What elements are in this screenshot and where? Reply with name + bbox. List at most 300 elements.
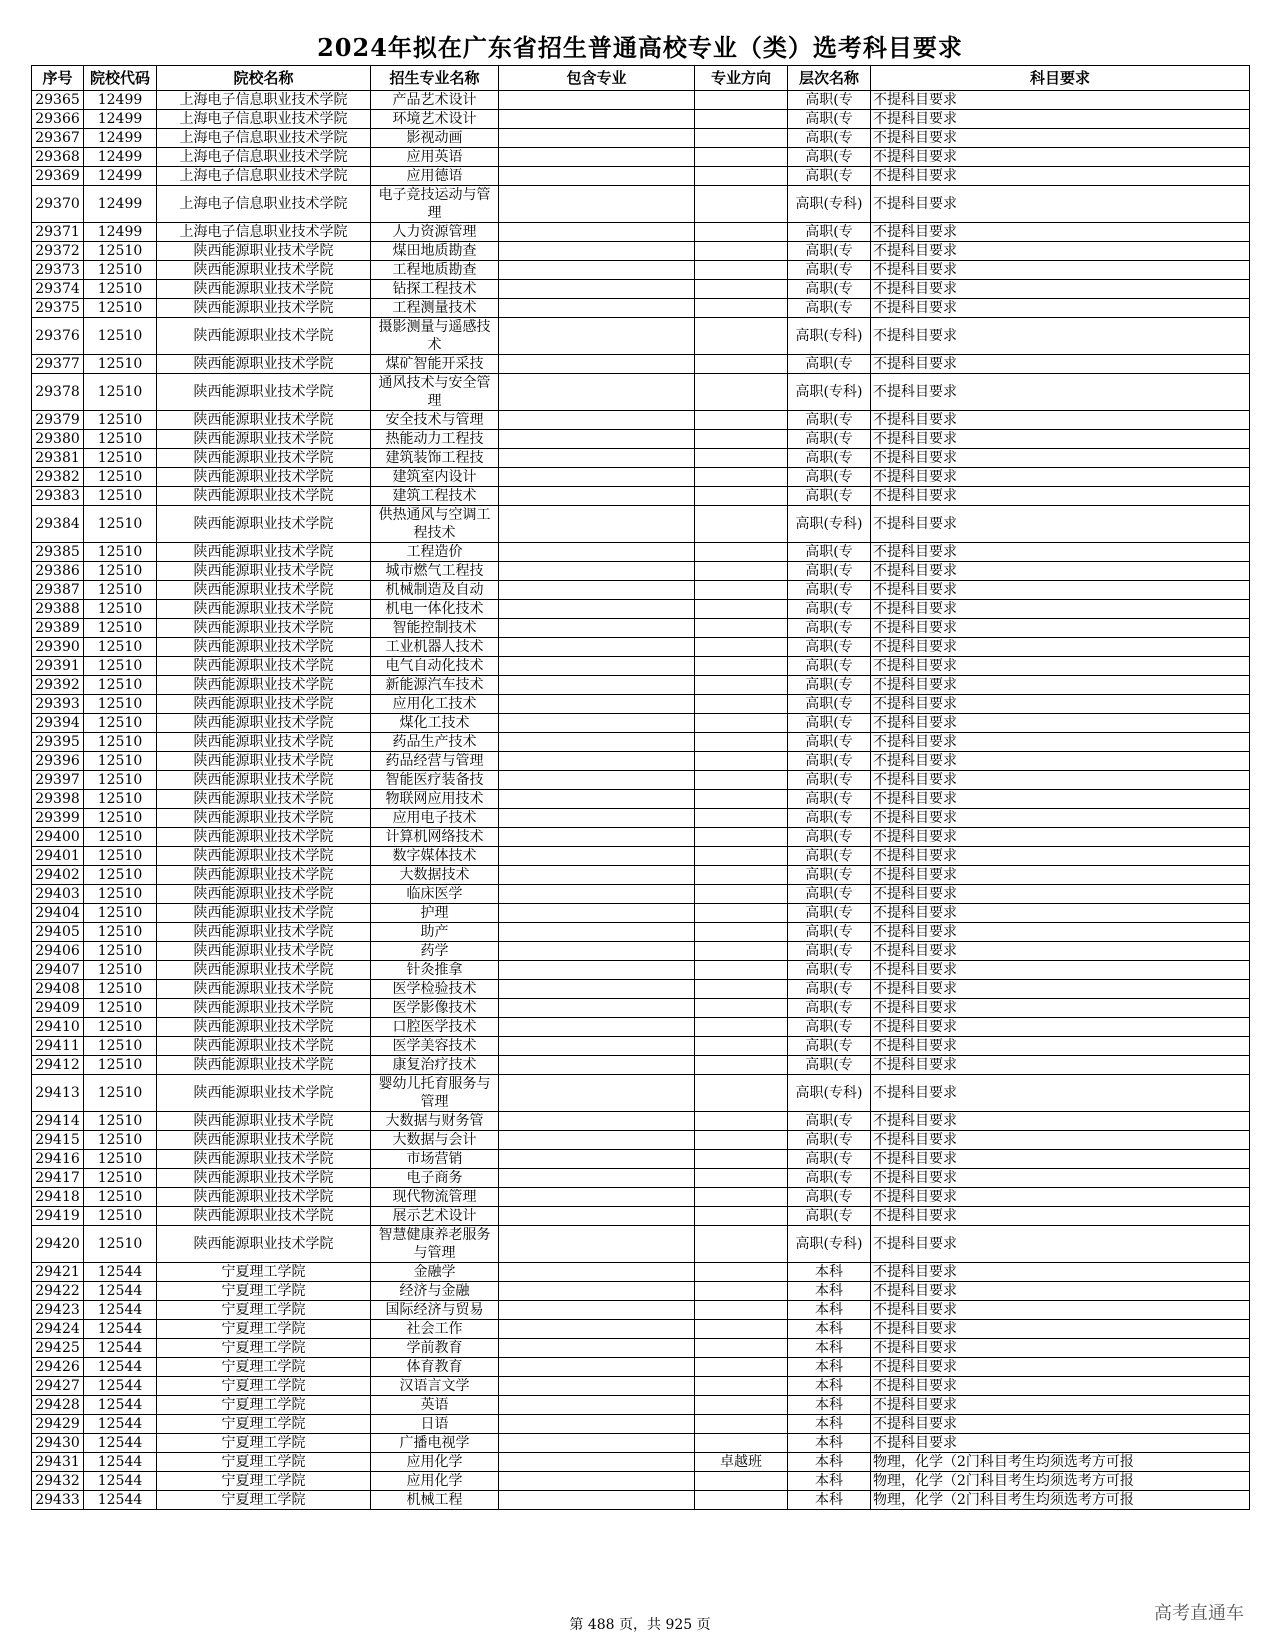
cell-index: 29367 [32, 129, 84, 148]
cell-school-code: 12510 [84, 318, 157, 355]
cell-included-majors [499, 1150, 695, 1169]
cell-level: 高职(专 [788, 923, 871, 942]
cell-direction [695, 1301, 788, 1320]
cell-index: 29422 [32, 1282, 84, 1301]
table-row [32, 714, 1250, 733]
cell-school-name: 陕西能源职业技术学院 [157, 638, 371, 657]
cell-included-majors [499, 374, 695, 411]
cell-included-majors [499, 1037, 695, 1056]
cell-major-name: 应用化学 [371, 1472, 499, 1491]
cell-major-name: 通风技术与安全管理 [371, 374, 499, 411]
table-row [32, 1301, 1250, 1320]
cell-school-code: 12499 [84, 129, 157, 148]
cell-direction [695, 1263, 788, 1282]
col-header-major-name: 招生专业名称 [371, 66, 499, 91]
table-row [32, 619, 1250, 638]
cell-direction [695, 468, 788, 487]
cell-index: 29412 [32, 1056, 84, 1075]
cell-index: 29414 [32, 1112, 84, 1131]
cell-index: 29390 [32, 638, 84, 657]
cell-index: 29406 [32, 942, 84, 961]
cell-index: 29428 [32, 1396, 84, 1415]
cell-school-name: 陕西能源职业技术学院 [157, 562, 371, 581]
cell-level: 高职(专 [788, 885, 871, 904]
cell-major-name: 煤矿智能开采技 [371, 355, 499, 374]
page-footer: 第 488 页，共 925 页 [569, 1617, 711, 1633]
cell-level: 高职(专 [788, 91, 871, 110]
cell-school-code: 12510 [84, 828, 157, 847]
cell-subject-requirement: 不提科目要求 [871, 1131, 1250, 1150]
cell-included-majors [499, 942, 695, 961]
cell-index: 29416 [32, 1150, 84, 1169]
cell-level: 高职(专 [788, 657, 871, 676]
table-row [32, 581, 1250, 600]
cell-school-code: 12510 [84, 980, 157, 999]
cell-school-name: 宁夏理工学院 [157, 1415, 371, 1434]
cell-subject-requirement: 不提科目要求 [871, 1358, 1250, 1377]
cell-major-name: 临床医学 [371, 885, 499, 904]
cell-subject-requirement: 不提科目要求 [871, 110, 1250, 129]
cell-subject-requirement: 不提科目要求 [871, 600, 1250, 619]
cell-major-name: 机械工程 [371, 1491, 499, 1510]
cell-school-code: 12510 [84, 543, 157, 562]
cell-major-name: 广播电视学 [371, 1434, 499, 1453]
cell-level: 高职(专科) [788, 1075, 871, 1112]
cell-level: 高职(专科) [788, 374, 871, 411]
cell-direction [695, 714, 788, 733]
cell-subject-requirement: 不提科目要求 [871, 790, 1250, 809]
table-row [32, 280, 1250, 299]
cell-school-name: 陕西能源职业技术学院 [157, 714, 371, 733]
cell-school-code: 12499 [84, 223, 157, 242]
cell-school-code: 12510 [84, 562, 157, 581]
table-row [32, 1396, 1250, 1415]
cell-subject-requirement: 不提科目要求 [871, 1056, 1250, 1075]
cell-school-name: 陕西能源职业技术学院 [157, 411, 371, 430]
cell-subject-requirement: 不提科目要求 [871, 1396, 1250, 1415]
cell-index: 29417 [32, 1169, 84, 1188]
cell-direction [695, 186, 788, 223]
cell-included-majors [499, 980, 695, 999]
cell-direction [695, 1320, 788, 1339]
table-row [32, 942, 1250, 961]
cell-index: 29366 [32, 110, 84, 129]
cell-school-code: 12510 [84, 999, 157, 1018]
cell-direction [695, 771, 788, 790]
cell-index: 29380 [32, 430, 84, 449]
cell-subject-requirement: 不提科目要求 [871, 1018, 1250, 1037]
cell-subject-requirement: 不提科目要求 [871, 1188, 1250, 1207]
cell-included-majors [499, 449, 695, 468]
table-row [32, 847, 1250, 866]
cell-school-name: 陕西能源职业技术学院 [157, 961, 371, 980]
cell-subject-requirement: 不提科目要求 [871, 1226, 1250, 1263]
table-row [32, 1282, 1250, 1301]
cell-school-code: 12510 [84, 449, 157, 468]
cell-level: 本科 [788, 1396, 871, 1415]
cell-school-name: 陕西能源职业技术学院 [157, 999, 371, 1018]
cell-index: 29382 [32, 468, 84, 487]
cell-major-name: 现代物流管理 [371, 1188, 499, 1207]
cell-index: 29371 [32, 223, 84, 242]
cell-subject-requirement: 不提科目要求 [871, 619, 1250, 638]
cell-level: 高职(专 [788, 242, 871, 261]
cell-index: 29413 [32, 1075, 84, 1112]
cell-school-code: 12510 [84, 695, 157, 714]
table-row [32, 828, 1250, 847]
cell-direction [695, 847, 788, 866]
cell-subject-requirement: 不提科目要求 [871, 1282, 1250, 1301]
cell-index: 29393 [32, 695, 84, 714]
cell-index: 29401 [32, 847, 84, 866]
cell-direction [695, 1112, 788, 1131]
cell-major-name: 国际经济与贸易 [371, 1301, 499, 1320]
cell-included-majors [499, 430, 695, 449]
table-row [32, 1131, 1250, 1150]
table-row [32, 885, 1250, 904]
cell-school-code: 12510 [84, 1075, 157, 1112]
cell-direction [695, 1131, 788, 1150]
cell-major-name: 应用英语 [371, 148, 499, 167]
cell-direction [695, 449, 788, 468]
cell-subject-requirement: 不提科目要求 [871, 449, 1250, 468]
cell-major-name: 医学影像技术 [371, 999, 499, 1018]
table-row [32, 318, 1250, 355]
cell-subject-requirement: 不提科目要求 [871, 809, 1250, 828]
cell-major-name: 大数据与财务管 [371, 1112, 499, 1131]
table-row [32, 1169, 1250, 1188]
cell-index: 29388 [32, 600, 84, 619]
cell-subject-requirement: 不提科目要求 [871, 866, 1250, 885]
cell-major-name: 工程造价 [371, 543, 499, 562]
cell-level: 高职(专 [788, 223, 871, 242]
cell-major-name: 新能源汽车技术 [371, 676, 499, 695]
cell-index: 29375 [32, 299, 84, 318]
cell-included-majors [499, 638, 695, 657]
cell-direction [695, 619, 788, 638]
cell-subject-requirement: 不提科目要求 [871, 942, 1250, 961]
cell-subject-requirement: 不提科目要求 [871, 374, 1250, 411]
cell-major-name: 钻探工程技术 [371, 280, 499, 299]
cell-level: 高职(专 [788, 261, 871, 280]
table-row [32, 242, 1250, 261]
cell-included-majors [499, 1358, 695, 1377]
cell-level: 高职(专 [788, 771, 871, 790]
cell-level: 高职(专 [788, 752, 871, 771]
cell-major-name: 应用德语 [371, 167, 499, 186]
cell-direction [695, 828, 788, 847]
cell-subject-requirement: 不提科目要求 [871, 999, 1250, 1018]
cell-index: 29392 [32, 676, 84, 695]
cell-subject-requirement: 不提科目要求 [871, 771, 1250, 790]
cell-level: 高职(专 [788, 1112, 871, 1131]
cell-level: 高职(专 [788, 110, 871, 129]
cell-index: 29397 [32, 771, 84, 790]
cell-school-code: 12510 [84, 430, 157, 449]
cell-school-code: 12544 [84, 1358, 157, 1377]
cell-level: 高职(专 [788, 961, 871, 980]
cell-major-name: 环境艺术设计 [371, 110, 499, 129]
cell-school-code: 12544 [84, 1396, 157, 1415]
cell-school-code: 12510 [84, 374, 157, 411]
cell-school-code: 12510 [84, 885, 157, 904]
cell-subject-requirement: 不提科目要求 [871, 657, 1250, 676]
cell-included-majors [499, 1018, 695, 1037]
cell-school-code: 12510 [84, 1150, 157, 1169]
cell-major-name: 供热通风与空调工程技术 [371, 506, 499, 543]
page-title: 2024年拟在广东省招生普通高校专业（类）选考科目要求 [317, 33, 963, 62]
cell-school-code: 12544 [84, 1320, 157, 1339]
cell-index: 29424 [32, 1320, 84, 1339]
cell-school-name: 宁夏理工学院 [157, 1377, 371, 1396]
cell-index: 29391 [32, 657, 84, 676]
table-row [32, 638, 1250, 657]
cell-direction [695, 809, 788, 828]
cell-level: 高职(专 [788, 790, 871, 809]
cell-level: 高职(专 [788, 1037, 871, 1056]
col-header-level: 层次名称 [788, 66, 871, 91]
cell-subject-requirement: 不提科目要求 [871, 355, 1250, 374]
table-row [32, 261, 1250, 280]
table-row [32, 809, 1250, 828]
cell-major-name: 影视动画 [371, 129, 499, 148]
cell-school-name: 陕西能源职业技术学院 [157, 261, 371, 280]
cell-school-code: 12544 [84, 1263, 157, 1282]
cell-direction [695, 280, 788, 299]
cell-level: 高职(专 [788, 600, 871, 619]
cell-school-name: 陕西能源职业技术学院 [157, 752, 371, 771]
cell-school-name: 宁夏理工学院 [157, 1434, 371, 1453]
table-row [32, 1377, 1250, 1396]
cell-subject-requirement: 不提科目要求 [871, 430, 1250, 449]
subject-requirements-table [31, 65, 1250, 1510]
cell-subject-requirement: 不提科目要求 [871, 1169, 1250, 1188]
table-row [32, 1226, 1250, 1263]
cell-included-majors [499, 487, 695, 506]
cell-major-name: 市场营销 [371, 1150, 499, 1169]
cell-direction [695, 923, 788, 942]
cell-major-name: 热能动力工程技 [371, 430, 499, 449]
cell-school-name: 陕西能源职业技术学院 [157, 695, 371, 714]
cell-index: 29373 [32, 261, 84, 280]
cell-subject-requirement: 不提科目要求 [871, 186, 1250, 223]
cell-included-majors [499, 600, 695, 619]
cell-school-code: 12510 [84, 923, 157, 942]
cell-school-name: 陕西能源职业技术学院 [157, 600, 371, 619]
table-row [32, 790, 1250, 809]
cell-level: 本科 [788, 1377, 871, 1396]
cell-level: 高职(专 [788, 1150, 871, 1169]
cell-included-majors [499, 1434, 695, 1453]
cell-school-code: 12510 [84, 752, 157, 771]
cell-index: 29432 [32, 1472, 84, 1491]
table-row [32, 468, 1250, 487]
cell-included-majors [499, 1188, 695, 1207]
table-row [32, 695, 1250, 714]
cell-subject-requirement: 不提科目要求 [871, 1301, 1250, 1320]
cell-subject-requirement: 不提科目要求 [871, 923, 1250, 942]
cell-index: 29419 [32, 1207, 84, 1226]
cell-included-majors [499, 129, 695, 148]
cell-level: 高职(专 [788, 847, 871, 866]
cell-direction [695, 1377, 788, 1396]
cell-major-name: 护理 [371, 904, 499, 923]
cell-index: 29407 [32, 961, 84, 980]
cell-level: 高职(专 [788, 733, 871, 752]
cell-level: 本科 [788, 1491, 871, 1510]
cell-level: 高职(专 [788, 980, 871, 999]
cell-school-name: 宁夏理工学院 [157, 1263, 371, 1282]
cell-direction [695, 676, 788, 695]
cell-included-majors [499, 790, 695, 809]
cell-level: 高职(专 [788, 1056, 871, 1075]
cell-school-code: 12510 [84, 657, 157, 676]
cell-level: 本科 [788, 1339, 871, 1358]
cell-included-majors [499, 1301, 695, 1320]
cell-included-majors [499, 961, 695, 980]
cell-major-name: 智能控制技术 [371, 619, 499, 638]
cell-school-code: 12510 [84, 619, 157, 638]
cell-school-name: 陕西能源职业技术学院 [157, 619, 371, 638]
cell-level: 本科 [788, 1472, 871, 1491]
cell-subject-requirement: 不提科目要求 [871, 714, 1250, 733]
table-row [32, 1339, 1250, 1358]
cell-major-name: 大数据与会计 [371, 1131, 499, 1150]
cell-subject-requirement: 不提科目要求 [871, 1112, 1250, 1131]
cell-school-name: 陕西能源职业技术学院 [157, 1037, 371, 1056]
cell-school-name: 陕西能源职业技术学院 [157, 449, 371, 468]
cell-school-code: 12510 [84, 733, 157, 752]
table-row [32, 1453, 1250, 1472]
cell-included-majors [499, 1396, 695, 1415]
cell-school-code: 12510 [84, 961, 157, 980]
cell-index: 29431 [32, 1453, 84, 1472]
cell-included-majors [499, 318, 695, 355]
cell-level: 本科 [788, 1434, 871, 1453]
table-row [32, 657, 1250, 676]
cell-direction [695, 581, 788, 600]
cell-major-name: 英语 [371, 1396, 499, 1415]
cell-index: 29420 [32, 1226, 84, 1263]
cell-subject-requirement: 不提科目要求 [871, 487, 1250, 506]
cell-included-majors [499, 1491, 695, 1510]
cell-level: 高职(专 [788, 430, 871, 449]
table-row [32, 1018, 1250, 1037]
cell-included-majors [499, 1131, 695, 1150]
cell-index: 29386 [32, 562, 84, 581]
cell-direction [695, 430, 788, 449]
cell-included-majors [499, 1207, 695, 1226]
table-row [32, 430, 1250, 449]
cell-school-name: 陕西能源职业技术学院 [157, 487, 371, 506]
cell-direction [695, 866, 788, 885]
cell-major-name: 建筑室内设计 [371, 468, 499, 487]
cell-direction [695, 1018, 788, 1037]
cell-level: 高职(专 [788, 904, 871, 923]
cell-major-name: 煤田地质勘查 [371, 242, 499, 261]
cell-included-majors [499, 1169, 695, 1188]
cell-subject-requirement: 不提科目要求 [871, 91, 1250, 110]
cell-school-name: 宁夏理工学院 [157, 1339, 371, 1358]
cell-included-majors [499, 1056, 695, 1075]
table-row [32, 223, 1250, 242]
table-row [32, 1188, 1250, 1207]
cell-major-name: 助产 [371, 923, 499, 942]
table-row [32, 1415, 1250, 1434]
cell-major-name: 工业机器人技术 [371, 638, 499, 657]
cell-level: 高职(专 [788, 280, 871, 299]
cell-school-name: 陕西能源职业技术学院 [157, 1112, 371, 1131]
cell-major-name: 展示艺术设计 [371, 1207, 499, 1226]
cell-direction [695, 961, 788, 980]
cell-level: 本科 [788, 1282, 871, 1301]
cell-level: 高职(专 [788, 148, 871, 167]
cell-school-name: 陕西能源职业技术学院 [157, 980, 371, 999]
table-row [32, 355, 1250, 374]
cell-major-name: 人力资源管理 [371, 223, 499, 242]
cell-included-majors [499, 355, 695, 374]
table-row [32, 866, 1250, 885]
cell-direction [695, 1169, 788, 1188]
cell-included-majors [499, 280, 695, 299]
table-row [32, 449, 1250, 468]
cell-direction [695, 942, 788, 961]
cell-school-name: 陕西能源职业技术学院 [157, 942, 371, 961]
cell-level: 高职(专 [788, 562, 871, 581]
table-row [32, 506, 1250, 543]
table-row [32, 543, 1250, 562]
cell-index: 29379 [32, 411, 84, 430]
cell-included-majors [499, 261, 695, 280]
cell-level: 高职(专 [788, 676, 871, 695]
table-row [32, 1056, 1250, 1075]
cell-index: 29381 [32, 449, 84, 468]
table-header-row [32, 66, 1250, 91]
cell-direction [695, 904, 788, 923]
table-row [32, 733, 1250, 752]
cell-school-name: 宁夏理工学院 [157, 1472, 371, 1491]
cell-index: 29384 [32, 506, 84, 543]
cell-index: 29430 [32, 1434, 84, 1453]
cell-school-name: 陕西能源职业技术学院 [157, 885, 371, 904]
table-row [32, 129, 1250, 148]
cell-major-name: 药品生产技术 [371, 733, 499, 752]
cell-level: 高职(专 [788, 1131, 871, 1150]
cell-direction [695, 752, 788, 771]
cell-school-name: 陕西能源职业技术学院 [157, 847, 371, 866]
cell-direction [695, 1207, 788, 1226]
cell-subject-requirement: 不提科目要求 [871, 1150, 1250, 1169]
cell-included-majors [499, 695, 695, 714]
cell-included-majors [499, 1339, 695, 1358]
cell-index: 29425 [32, 1339, 84, 1358]
cell-index: 29418 [32, 1188, 84, 1207]
table-row [32, 961, 1250, 980]
cell-school-name: 陕西能源职业技术学院 [157, 1056, 371, 1075]
cell-index: 29426 [32, 1358, 84, 1377]
cell-index: 29402 [32, 866, 84, 885]
cell-included-majors [499, 1415, 695, 1434]
cell-index: 29378 [32, 374, 84, 411]
cell-index: 29389 [32, 619, 84, 638]
cell-level: 高职(专 [788, 1018, 871, 1037]
cell-school-name: 陕西能源职业技术学院 [157, 299, 371, 318]
cell-included-majors [499, 1377, 695, 1396]
cell-school-code: 12510 [84, 866, 157, 885]
col-header-index: 序号 [32, 66, 84, 91]
cell-school-code: 12510 [84, 1169, 157, 1188]
cell-school-code: 12499 [84, 148, 157, 167]
